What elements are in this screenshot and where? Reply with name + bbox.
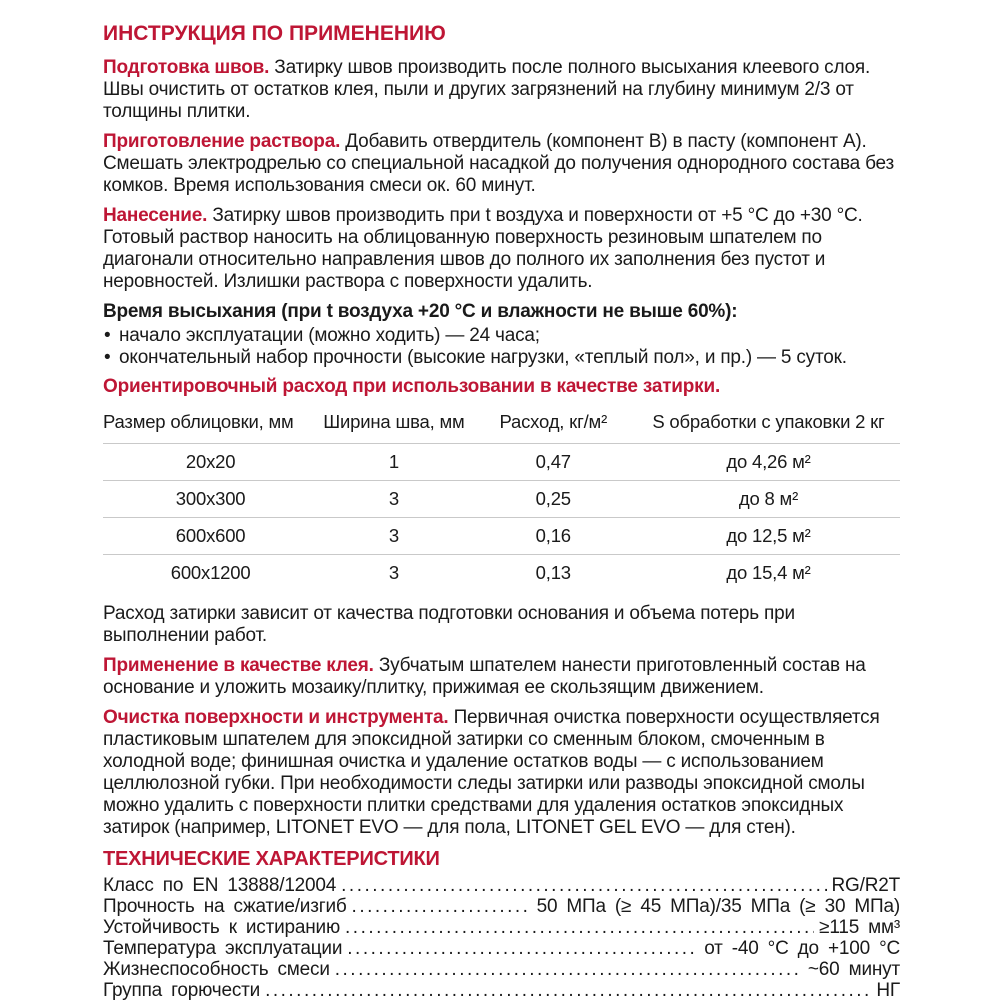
spec-label: Группа горючести bbox=[103, 980, 261, 1000]
spec-value: НГ bbox=[876, 980, 900, 1000]
spec-row-pot-life bbox=[103, 959, 900, 980]
paragraph-lead: Применение в качестве клея. bbox=[103, 655, 374, 676]
spec-value: RG/R2T bbox=[831, 875, 900, 896]
dot-leader bbox=[347, 938, 699, 959]
cell-tile-size: 600x600 bbox=[103, 518, 318, 555]
spec-label: Устойчивость к истиранию bbox=[103, 917, 341, 938]
spec-value: ≥115 мм³ bbox=[819, 917, 900, 938]
dot-leader bbox=[265, 980, 871, 1000]
spec-label: Прочность на сжатие/изгиб bbox=[103, 896, 347, 917]
cell-consumption: 0,13 bbox=[535, 562, 571, 583]
drying-time-list bbox=[103, 325, 900, 369]
dot-leader bbox=[341, 875, 826, 896]
spec-row-strength bbox=[103, 896, 900, 917]
dot-leader bbox=[335, 959, 803, 980]
paragraph-cleaning bbox=[103, 707, 900, 839]
cell-joint-width: 3 bbox=[388, 562, 399, 583]
cell-coverage: до 8 м² bbox=[637, 481, 900, 518]
spec-row-temperature bbox=[103, 938, 900, 959]
cell-tile-size: 20x20 bbox=[103, 444, 318, 481]
spec-label: Жизнеспособность смеси bbox=[103, 959, 330, 980]
paragraph-joint-preparation bbox=[103, 57, 900, 123]
cell-consumption: 0,25 bbox=[470, 481, 637, 518]
paragraph-adhesive-use bbox=[103, 655, 900, 699]
cell-tile-size: 600x1200 bbox=[170, 562, 251, 583]
consumption-heading: Ориентировочный расход при использовании в качестве затирки. bbox=[103, 376, 721, 397]
paragraph-lead: Нанесение. bbox=[103, 205, 208, 226]
specs-list bbox=[103, 875, 900, 1000]
dot-leader bbox=[352, 896, 532, 917]
column-header-consumption: Расход, кг/м² bbox=[470, 409, 637, 444]
paragraph-lead: Приготовление раствора. bbox=[103, 131, 341, 152]
column-header-joint-width: Ширина шва, мм bbox=[318, 409, 469, 444]
list-item: • окончательный набор прочности (высокие нагрузки, «теплый пол», и пр.) — 5 суток. bbox=[103, 347, 900, 369]
spec-row-class bbox=[103, 875, 900, 896]
page-title: ИНСТРУКЦИЯ ПО ПРИМЕНЕНИЮ bbox=[103, 22, 446, 45]
paragraph-lead: Подготовка швов. bbox=[103, 57, 270, 78]
cell-consumption: 0,16 bbox=[470, 518, 637, 555]
table-row bbox=[103, 481, 900, 518]
cell-coverage: до 4,26 м² bbox=[637, 444, 900, 481]
table-row bbox=[103, 555, 900, 592]
spec-row-flammability bbox=[103, 980, 900, 1000]
spec-label: Класс по EN 13888/12004 bbox=[103, 875, 337, 896]
paragraph-mix-preparation bbox=[103, 131, 900, 197]
table-header-row bbox=[103, 409, 900, 444]
paragraph-text: Зубчатым шпателем нанести приготовленный состав на основание и уложить мозаику/плитку, прижимая ее скользящим движением. bbox=[103, 655, 866, 698]
cell-joint-width: 1 bbox=[318, 444, 469, 481]
table-row bbox=[103, 518, 900, 555]
spec-value: 50 МПа (≥ 45 МПа)/35 МПа (≥ 30 МПа) bbox=[536, 896, 900, 917]
list-item: • начало эксплуатации (можно ходить) — 24 часа; bbox=[103, 325, 900, 347]
cell-coverage: до 15,4 м² bbox=[726, 562, 811, 583]
consumption-table bbox=[103, 409, 900, 591]
spec-label: Температура эксплуатации bbox=[103, 938, 343, 959]
cell-joint-width: 3 bbox=[318, 481, 469, 518]
table-row bbox=[103, 444, 900, 481]
paragraph-text: Добавить отвердитель (компонент В) в пасту (компонент А). Смешать электродрелью со специальной насадкой до получения однородного состава без комков. Время использования смеси ок. 60 минут. bbox=[103, 131, 895, 196]
paragraph-text: Затирку швов производить при t воздуха и поверхности от +5 °С до +30 °С. Готовый раствор наносить на облицованную поверхность резиновым шпателем по диагонали относительно направления швов до полного их заполнения без пустот и неровностей. Излишки раствора с поверхности удалить. bbox=[103, 205, 863, 292]
cell-coverage: до 12,5 м² bbox=[637, 518, 900, 555]
column-header-tile-size: Размер облицовки, мм bbox=[103, 409, 318, 444]
spec-row-abrasion bbox=[103, 917, 900, 938]
paragraph-text: Затирку швов производить после полного высыхания клеевого слоя. Швы очистить от остатков клея, пыли и других загрязнений на глубину минимум 2/3 от толщины плитки. bbox=[103, 57, 871, 122]
column-header-coverage: S обработки с упаковки 2 кг bbox=[637, 409, 900, 444]
cell-consumption: 0,47 bbox=[470, 444, 637, 481]
spec-value: от -40 °С до +100 °С bbox=[704, 938, 900, 959]
paragraph-application bbox=[103, 205, 900, 293]
specs-heading: ТЕХНИЧЕСКИЕ ХАРАКТЕРИСТИКИ bbox=[103, 848, 440, 870]
spec-value: ~60 минут bbox=[807, 959, 900, 980]
cell-tile-size: 300x300 bbox=[103, 481, 318, 518]
cell-joint-width: 3 bbox=[318, 518, 469, 555]
paragraph-lead: Очистка поверхности и инструмента. bbox=[103, 707, 449, 728]
paragraph-text: Первичная очистка поверхности осуществляется пластиковым шпателем для эпоксидной затирки со сменным блоком, смоченным в холодной воде; финишная очистка и удаление остатков воды — с использованием целлюлозной губки. При необходимости следы затирки или разводы эпоксидной смолы можно удалить с поверхности плитки средствами для удаления остатков эпоксидных затирок (например, LITONET EVO — для пола, LITONET GEL EVO — для стен). bbox=[103, 707, 880, 838]
dot-leader bbox=[345, 917, 814, 938]
drying-time-heading: Время высыхания (при t воздуха +20 °С и влажности не выше 60%): bbox=[103, 301, 738, 322]
consumption-note: Расход затирки зависит от качества подготовки основания и объема потерь при выполнении работ. bbox=[103, 603, 795, 646]
